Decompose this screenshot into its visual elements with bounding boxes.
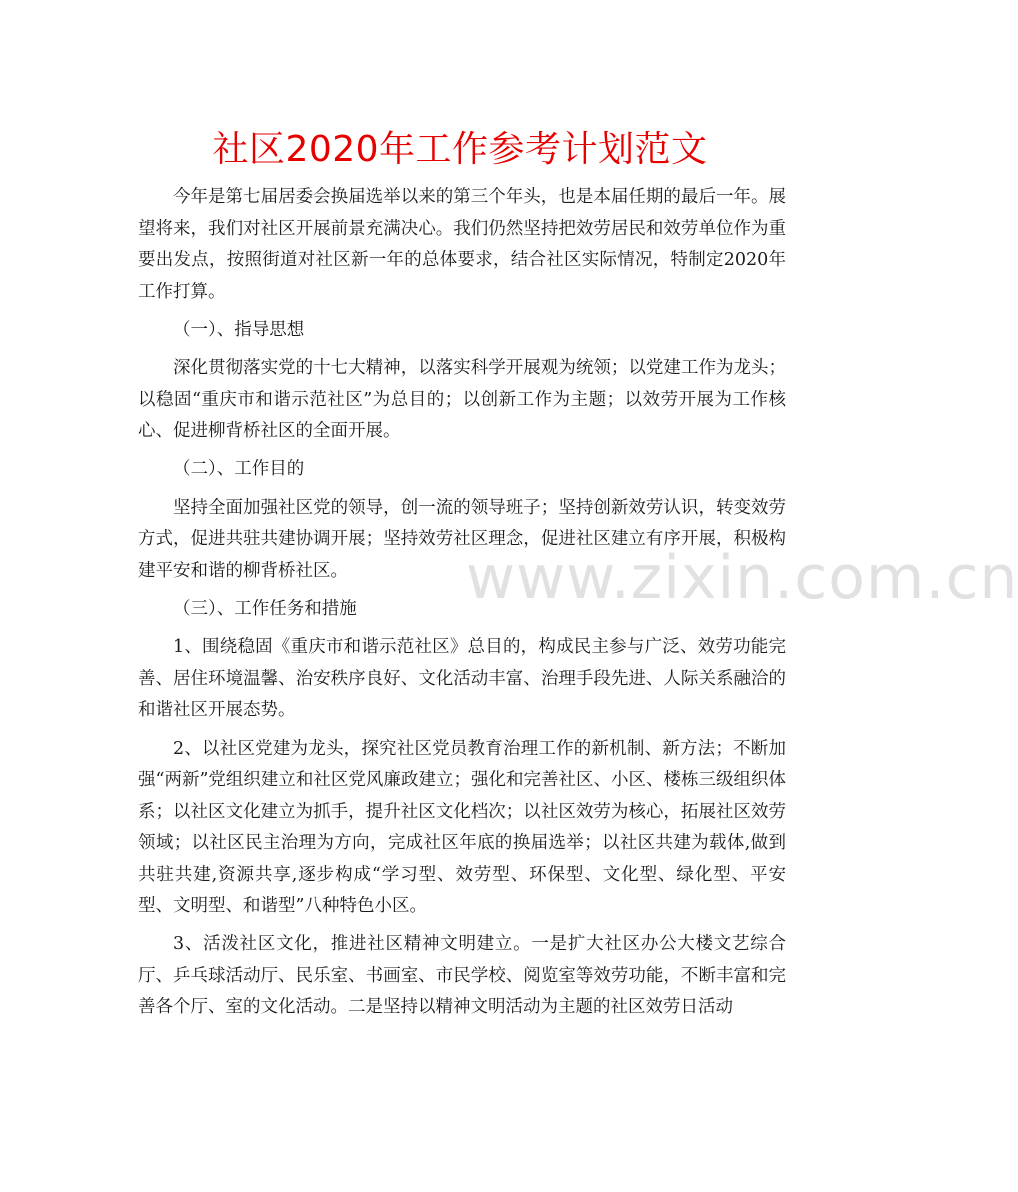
paragraph-task-3: 3、活泼社区文化，推进社区精神文明建立。一是扩大社区办公大楼文艺综合厅、乒乓球活动厅、民乐室、书画室、市民学校、阅览室等效劳功能，不断丰富和完善各个厅、室的文化活动。二是坚持以精神文明活动为主题的社区效劳日活动 — [138, 934, 786, 1018]
watermark: www.zixin.com.cn — [466, 543, 1018, 613]
paragraph-guiding-ideology: 深化贯彻落实党的十七大精神，以落实科学开展观为统领；以党建工作为龙头；以稳固“重庆市和谐示范社区”为总目的；以创新工作为主题；以效劳开展为工作核心、促进柳背桥社区的全面开展。 — [138, 358, 786, 442]
document-title: 社区2020年工作参考计划范文 — [212, 129, 708, 170]
paragraph-intro: 今年是第七届居委会换届选举以来的第三个年头，也是本届任期的最后一年。展望将来，我们对社区开展前景充满决心。我们仍然坚持把效劳居民和效劳单位作为重要出发点，按照街道对社区新一年的总体要求，结合社区实际情况，特制定2020年工作打算。 — [138, 187, 786, 302]
section-heading-tasks-measures: （三）、工作任务和措施 — [173, 598, 357, 619]
section-heading-work-goals: （二）、工作目的 — [173, 459, 305, 480]
paragraph-task-1: 1、围绕稳固《重庆市和谐示范社区》总目的，构成民主参与广泛、效劳功能完善、居住环境温馨、治安秩序良好、文化活动丰富、治理手段先进、人际关系融洽的和谐社区开展态势。 — [138, 637, 786, 721]
paragraph-work-goals: 坚持全面加强社区党的领导，创一流的领导班子；坚持创新效劳认识，转变效劳方式，促进共驻共建协调开展；坚持效劳社区理念，促进社区建立有序开展，积极构建平安和谐的柳背桥社区。 — [138, 497, 786, 581]
paragraph-task-2: 2、以社区党建为龙头，探究社区党员教育治理工作的新机制、新方法；不断加强“两新”党组织建立和社区党风廉政建立；强化和完善社区、小区、楼栋三级组织体系；以社区文化建立为抓手，提升社区文化档次；以社区效劳为核心，拓展社区效劳领域；以社区民主治理为方向，完成社区年底的换届选举；以社区共建为载体,做到共驻共建,资源共享,逐步构成“学习型、效劳型、环保型、文化型、绿化型、平安型、文明型、和谐型”八种特色小区。 — [138, 738, 786, 917]
section-heading-guiding-ideology: （一）、指导思想 — [173, 319, 305, 340]
